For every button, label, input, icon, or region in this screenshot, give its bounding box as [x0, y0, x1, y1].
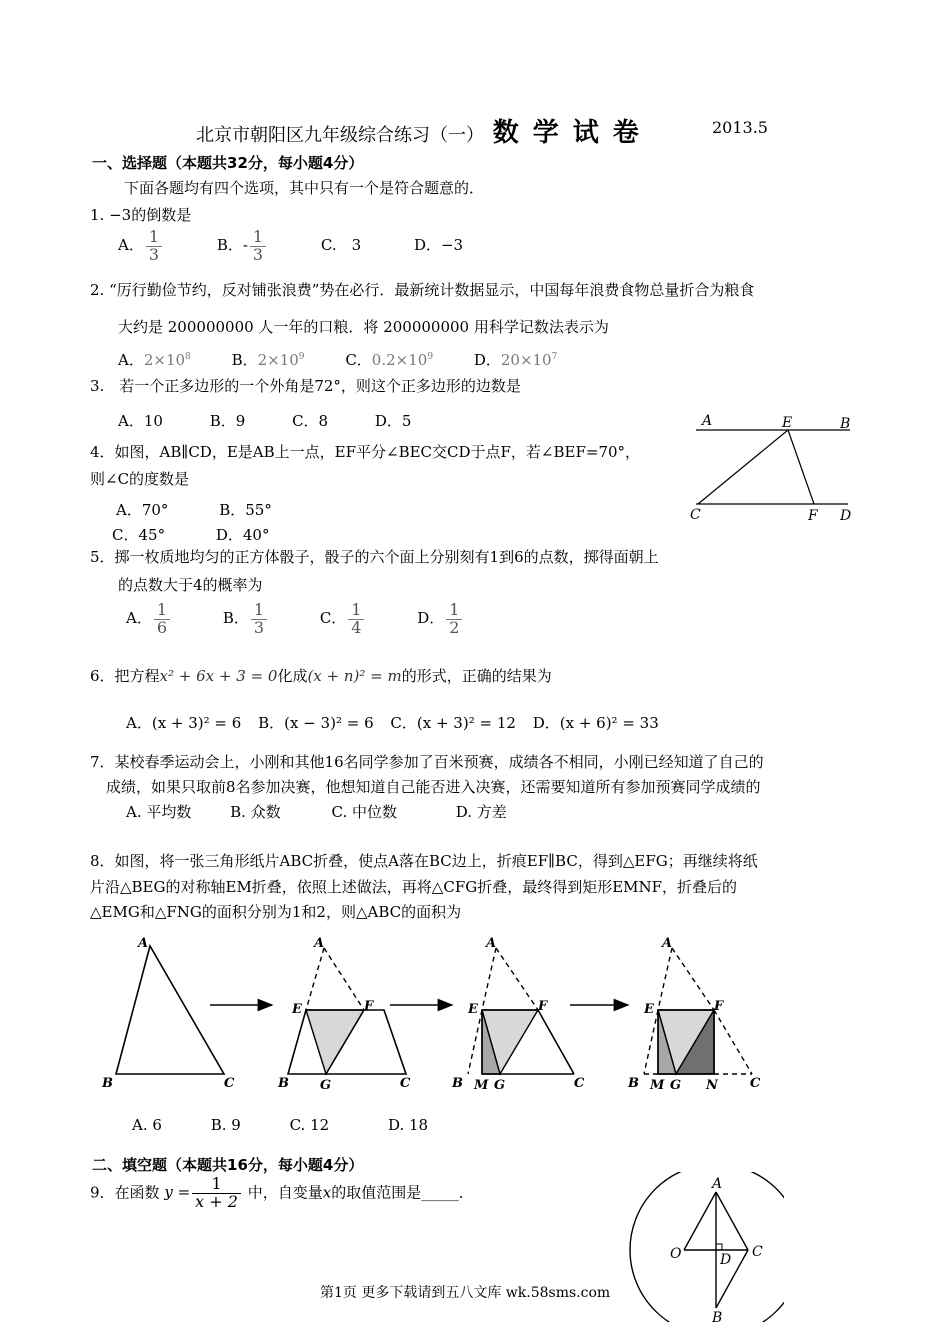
q3-stem: 3. 若一个正多边形的一个外角是72°，则这个正多边形的边数是: [90, 377, 521, 395]
svg-text:C: C: [750, 1076, 761, 1091]
section-instruction: 下面各题均有四个选项，其中只有一个是符合题意的．: [124, 179, 485, 197]
q4-option-c: C．45°: [112, 526, 166, 544]
q1-option-a: A． $\frac{1}{3}$: [118, 236, 169, 254]
q5-option-a: A． $\frac{1}{6}$: [126, 609, 172, 627]
q8-option-c: C. 12: [289, 1116, 330, 1134]
q5-option-d: D． $\frac{1}{2}$: [417, 609, 464, 627]
q8-options: [132, 1116, 428, 1134]
svg-text:E: E: [644, 1002, 654, 1017]
q4-option-a: A．70°: [116, 501, 169, 519]
q7-option-a: A. 平均数: [126, 803, 192, 821]
q7-options: [126, 801, 507, 822]
q4-line1: 4．如图，AB∥CD，E是AB上一点，EF平分∠BEC交CD于点F，若∠BEF=70°，: [90, 443, 641, 461]
q4-line2: 则∠C的度数是: [90, 470, 190, 488]
q5-option-c: C． $\frac{1}{4}$: [320, 609, 367, 627]
svg-text:F: F: [364, 999, 374, 1014]
q8-option-b: B. 9: [210, 1116, 241, 1134]
q8-figure-2: [277, 936, 411, 1093]
svg-text:A: A: [712, 1176, 723, 1192]
title-main: 数学试卷: [492, 118, 653, 148]
q4-option-b: B．55°: [219, 501, 272, 519]
q3-option-d: D．5: [374, 412, 412, 430]
q2-options: [118, 349, 557, 370]
q6-option-d: D．(x + 6)² = 33: [532, 714, 659, 732]
q4-option-d: D．40°: [215, 526, 270, 544]
q6-option-a: A．(x + 3)² = 6: [126, 714, 242, 732]
q2-option-b: B．$2\times 10^9$: [231, 351, 305, 369]
svg-text:C: C: [752, 1244, 763, 1260]
svg-text:C: C: [224, 1076, 235, 1091]
q4-label-a: A: [702, 413, 713, 429]
section-heading-1: 一、选择题（本题共32分，每小题4分）: [92, 154, 364, 172]
svg-text:A: A: [486, 936, 497, 951]
q4-options-row1: [116, 499, 272, 520]
svg-text:D: D: [720, 1252, 732, 1268]
q7-option-b: B. 众数: [230, 803, 281, 821]
svg-text:C: C: [400, 1076, 411, 1091]
q1-options: [118, 229, 463, 264]
q2-option-a: A．$2\times 10^8$: [118, 351, 191, 369]
q8-option-a: A. 6: [132, 1116, 162, 1134]
svg-text:F: F: [714, 999, 724, 1014]
q3-options: [118, 410, 411, 431]
q5-options: [126, 602, 464, 637]
q4-label-c: C: [690, 507, 701, 523]
q6-equation-1: x² + 6x + 3 = 0: [159, 667, 278, 685]
q4-label-d: D: [840, 508, 852, 524]
q8-line3: △EMG和△FNG的面积分别为1和2，则△ABC的面积为: [90, 903, 462, 921]
q3-option-a: A．10: [118, 412, 163, 430]
svg-text:B: B: [452, 1076, 463, 1091]
q1-stem: 1. −3的倒数是: [90, 206, 192, 224]
q8-figure-4: [627, 936, 761, 1093]
q4-label-f: F: [808, 508, 818, 524]
q2-option-d: D．$20\times 10^7$: [473, 351, 558, 369]
q6-option-b: B．(x − 3)² = 6: [258, 714, 374, 732]
svg-text:A: A: [662, 936, 673, 951]
q2-line2: 大约是 200000000 人一年的口粮．将 200000000 用科学记数法表示为: [118, 318, 609, 336]
q4-label-e: E: [782, 415, 793, 431]
q5-line2: 的点数大于4的概率为: [118, 576, 263, 594]
q7-line1: 7．某校春季运动会上，小刚和其他16名同学参加了百米预赛，成绩各不相同，小刚已经知道了自己的: [90, 753, 764, 771]
svg-text:E: E: [292, 1002, 302, 1017]
q5-option-b: B． $\frac{1}{3}$: [223, 609, 269, 627]
svg-text:G: G: [670, 1078, 682, 1093]
q1-option-d: D．−3: [413, 236, 464, 255]
q3-option-c: C．8: [292, 412, 329, 430]
q8-figure-3: [451, 936, 585, 1093]
q9-function: y = $\frac{1}{x + 2}$: [164, 1183, 247, 1201]
svg-text:G: G: [320, 1078, 332, 1093]
q4-segment-ef: [788, 430, 814, 504]
q1-option-b: B．- $\frac{1}{3}$: [217, 236, 273, 254]
svg-text:M: M: [474, 1078, 489, 1093]
q6-stem: 6．把方程x² + 6x + 3 = 0化成(x + n)² = m的形式，正确的结果为: [90, 667, 552, 685]
svg-text:E: E: [468, 1002, 478, 1017]
page-title: [196, 112, 653, 149]
svg-text:O: O: [670, 1246, 682, 1262]
svg-text:B: B: [628, 1076, 639, 1091]
title-prefix: 北京市朝阳区九年级综合练习（一）: [196, 125, 484, 146]
svg-text:A: A: [314, 936, 325, 951]
svg-text:G: G: [494, 1078, 506, 1093]
q7-line2: 成绩，如果只取前8名参加决赛，他想知道自己能否进入决赛，还需要知道所有参加预赛同学成绩的: [106, 778, 761, 796]
svg-text:C: C: [574, 1076, 585, 1091]
q6-equation-2: (x + n)² = m: [307, 667, 402, 685]
q2-option-c: C．$0.2\times 10^9$: [345, 351, 434, 369]
q4-segment-ec: [698, 430, 788, 504]
page-footer: 第1页 更多下载请到五八文库 wk.58sms.com: [320, 1285, 611, 1301]
section-heading-2: 二、填空题（本题共16分，每小题4分）: [92, 1156, 364, 1174]
q2-line1: 2. “厉行勤俭节约，反对铺张浪费”势在必行．最新统计数据显示，中国每年浪费食物总量折合为粮食: [90, 281, 755, 299]
svg-text:B: B: [102, 1076, 113, 1091]
q6-options: [126, 712, 659, 733]
q4-figure: [688, 410, 868, 526]
q7-option-d: D. 方差: [455, 803, 507, 821]
q8-figures: [96, 930, 776, 1096]
q5-line1: 5．掷一枚质地均匀的正方体骰子，骰子的六个面上分别刻有1到6的点数，掷得面朝上: [90, 548, 659, 566]
q9-stem: 9．在函数 y = $\frac{1}{x + 2}$ 中，自变量x的取值范围是_____．: [90, 1174, 474, 1211]
q6-option-c: C．(x + 3)² = 12: [390, 714, 516, 732]
svg-text:N: N: [706, 1078, 718, 1093]
q8-option-d: D. 18: [387, 1116, 429, 1134]
q4-label-b: B: [840, 416, 851, 432]
svg-text:M: M: [650, 1078, 665, 1093]
q1-option-c: C. 3: [320, 236, 362, 255]
svg-text:B: B: [278, 1076, 289, 1091]
svg-text:A: A: [138, 936, 149, 951]
q3-option-b: B．9: [209, 412, 246, 430]
q8-figure-1: [101, 936, 235, 1091]
q8-line2: 片沿△BEG的对称轴EM折叠，依照上述做法，再将△CFG折叠，最终得到矩形EMNF，折叠后的: [90, 878, 738, 896]
svg-text:F: F: [538, 999, 548, 1014]
q7-option-c: C. 中位数: [331, 803, 397, 821]
svg-text:B: B: [712, 1310, 723, 1322]
exam-date: 2013.5: [712, 118, 768, 137]
q8-line1: 8．如图，将一张三角形纸片ABC折叠，使点A落在BC边上，折痕EF∥BC，得到△EFG；再继续将纸: [90, 852, 758, 870]
q4-options-row2: [112, 524, 269, 545]
q9-figure: [624, 1172, 784, 1322]
